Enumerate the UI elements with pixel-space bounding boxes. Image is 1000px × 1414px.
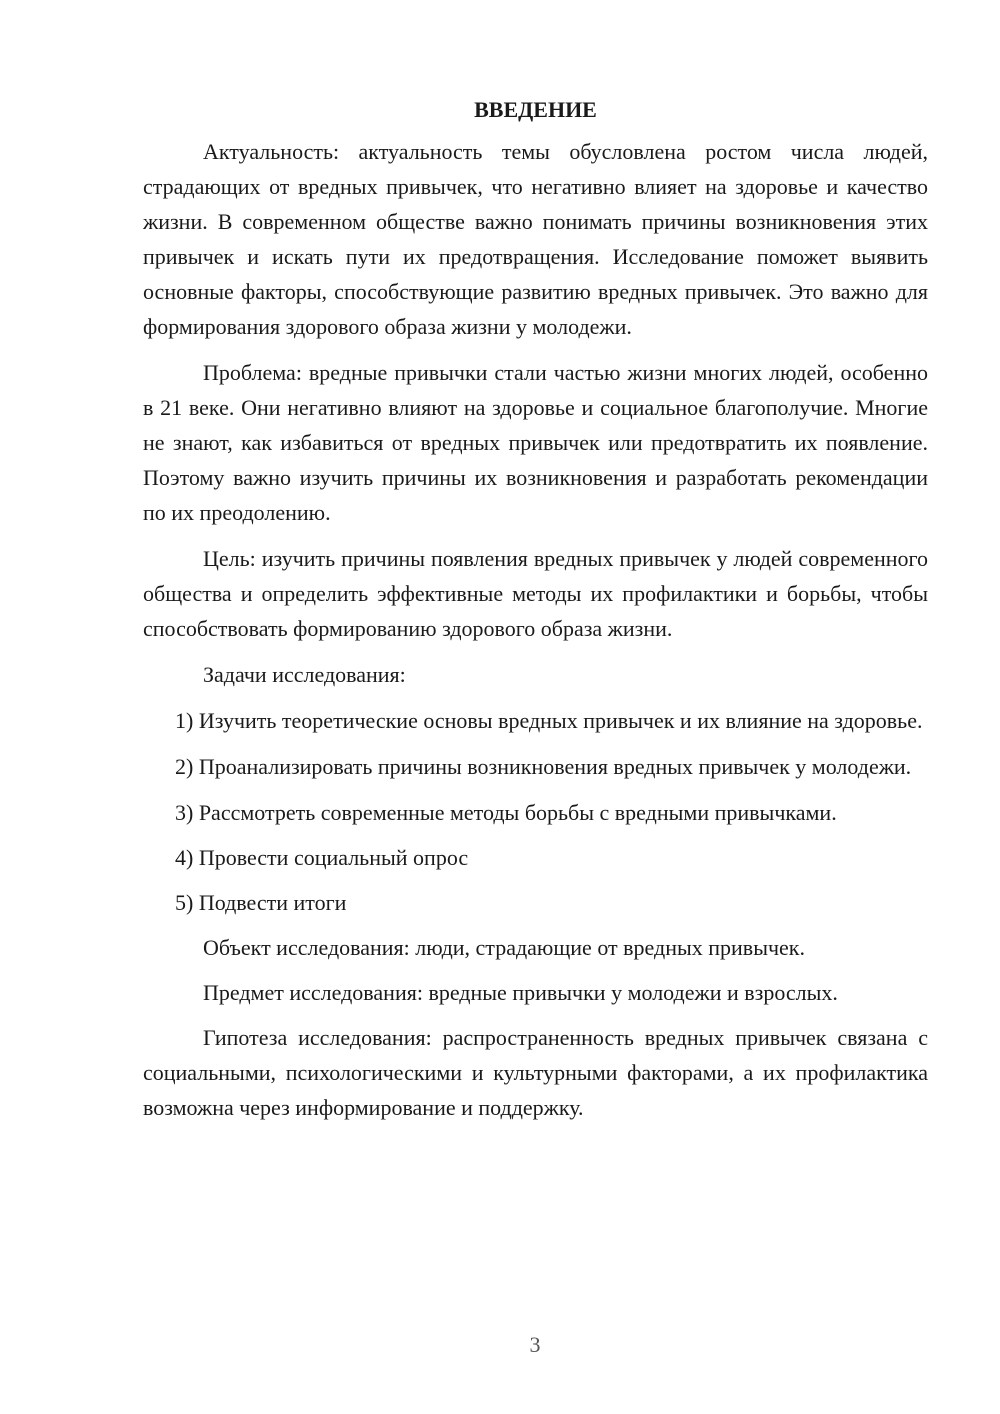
subject-paragraph: Предмет исследования: вредные привычки у молодежи и взрослых. — [203, 980, 838, 1005]
document-page — [143, 95, 928, 1136]
task-item-2: 2) Проанализировать причины возникновения вредных привычек у молодежи. — [175, 754, 912, 779]
task-item-1: 1) Изучить теоретические основы вредных привычек и их влияние на здоровье. — [175, 708, 923, 733]
section-title: ВВЕДЕНИЕ — [474, 97, 597, 122]
goal-paragraph: Цель: изучить причины появления вредных привычек у людей современного общества и определить эффективные методы их профилактики и борьбы, чтобы способствовать формированию здорового образа жизни. — [143, 546, 928, 641]
task-item-4: 4) Провести социальный опрос — [175, 845, 469, 870]
object-paragraph: Объект исследования: люди, страдающие от вредных привычек. — [203, 935, 805, 960]
page-number: 3 — [529, 1332, 541, 1357]
task-item-5: 5) Подвести итоги — [175, 890, 347, 915]
tasks-heading: Задачи исследования: — [203, 662, 406, 687]
problem-paragraph: Проблема: вредные привычки стали частью жизни многих людей, особенно в 21 веке. Они негативно влияют на здоровье и социальное благополучие. Многие не знают, как избавиться от вредных привычек или предотвратить их появление. Поэтому важно изучить причины их возникновения и разработать рекомендации по их преодолению. — [143, 360, 928, 525]
hypothesis-paragraph: Гипотеза исследования: распространенность вредных привычек связана с социальными, психологическими и культурными факторами, а их профилактика возможна через информирование и поддержку. — [143, 1025, 928, 1120]
task-item-3: 3) Рассмотреть современные методы борьбы с вредными привычками. — [175, 800, 837, 825]
relevance-paragraph: Актуальность: актуальность темы обусловлена ростом числа людей, страдающих от вредных привычек, что негативно влияет на здоровье и качество жизни. В современном обществе важно понимать причины возникновения этих привычек и искать пути их предотвращения. Исследование поможет выявить основные факторы, способствующие развитию вредных привычек. Это важно для формирования здорового образа жизни у молодежи. — [143, 139, 928, 339]
